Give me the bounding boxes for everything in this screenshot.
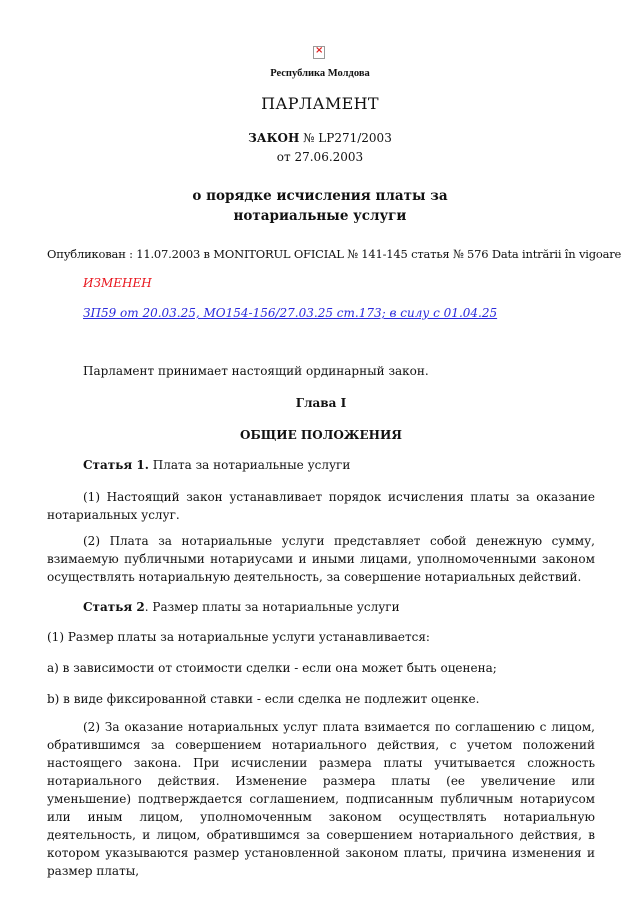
article2-label: Статья 2	[83, 600, 145, 614]
law-number	[0, 131, 640, 145]
amendment-link[interactable]: ЗП59 от 20.03.25, MO154-156/27.03.25 ст.173; в силу с 01.04.25	[83, 306, 498, 320]
publication-info: Опубликован : 11.07.2003 в MONITORUL OFICIAL № 141-145 статья № 576 Data intrării în vigoare	[47, 247, 622, 261]
article2-item-a: a) в зависимости от стоимости сделки - если она может быть оценена;	[47, 661, 497, 675]
issuer-name: ПАРЛАМЕНТ	[261, 94, 379, 113]
law-title	[0, 186, 640, 226]
article1-label: Статья 1.	[83, 458, 149, 472]
article2-heading	[83, 598, 595, 616]
article2-paragraph1: (1) Размер платы за нотариальные услуги устанавливается:	[47, 630, 430, 644]
article2-title: . Размер платы за нотариальные услуги	[144, 600, 400, 614]
law-title-line2: нотариальные услуги	[233, 208, 407, 224]
article1-heading	[83, 456, 595, 474]
country-name: Республика Молдова	[270, 68, 370, 79]
preamble: Парламент принимает настоящий ординарный закон.	[83, 364, 429, 378]
law-label: ЗАКОН	[248, 131, 300, 145]
law-date: от 27.06.2003	[276, 150, 364, 164]
law-number-value: № LP271/2003	[303, 131, 392, 145]
article2-paragraph2: (2) За оказание нотариальных услуг плата взимается по соглашению с лицом, обратившимся за совершением нотариального действия, с учетом положений настоящего закона. При исчислении размера платы учитывается сложность нотариального действия. Изменение размера платы (ее увеличение или уменьшение) подтверждается соглашением, подписанным публичным нотариусом или иным лицом, уполномоченным законом осуществлять нотариальную деятельность, и лицом, обратившимся за совершением нотариального действия, в котором указываются размер установленной законом платы, причина изменения и размер платы,	[47, 720, 595, 878]
broken-image-icon: ×	[313, 46, 325, 59]
article2-item-b: b) в виде фиксированной ставки - если сделка не подлежит оценке.	[47, 692, 480, 706]
article1-paragraph1: (1) Настоящий закон устанавливает порядок исчисления платы за оказание нотариальных услуг.	[47, 490, 595, 522]
chapter-heading: Глава I	[295, 396, 347, 410]
article1-title: Плата за нотариальные услуги	[148, 458, 351, 472]
law-title-line1: о порядке исчисления платы за	[192, 188, 448, 204]
article1-paragraph2: (2) Плата за нотариальные услуги представляет собой денежную сумму, взимаемую публичными нотариусами и иными лицами, уполномоченными законом осуществлять нотариальную деятельность, за совершение нотариальных действий.	[47, 534, 595, 584]
chapter-title: ОБЩИЕ ПОЛОЖЕНИЯ	[240, 428, 402, 442]
amendment-status: ИЗМЕНЕН	[83, 276, 152, 290]
